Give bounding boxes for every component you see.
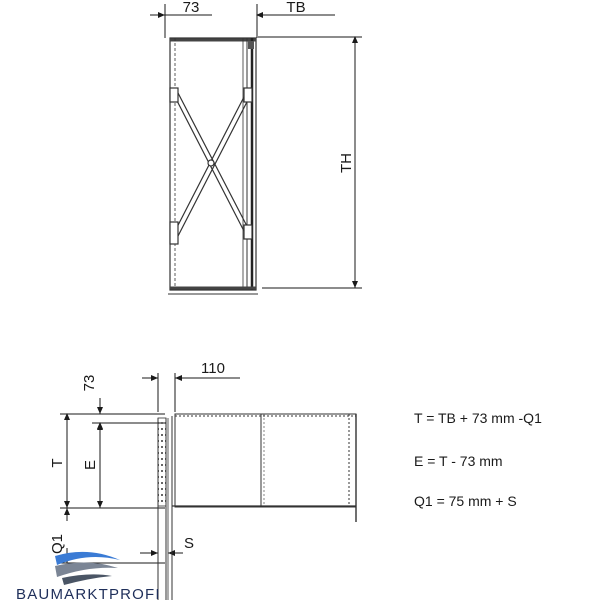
dimension-110: [142, 373, 240, 412]
dimension-label-th: TH: [338, 153, 355, 173]
dimension-label-73-vertical: 73: [81, 374, 98, 392]
scissor-mechanism: [170, 88, 252, 244]
cabinet-body: [168, 38, 258, 294]
dimension-label-110: 110: [201, 360, 225, 377]
dimension-label-e: E: [82, 459, 99, 471]
dimension-label-tb: TB: [286, 0, 306, 16]
baumarktprofi-logo: [16, 552, 161, 600]
formula-q1: Q1 = 75 mm + S: [414, 493, 517, 509]
section-body: [158, 414, 356, 600]
dimension-label-t: T: [49, 458, 66, 468]
dimension-label-73: 73: [182, 0, 200, 16]
formula-t: T = TB + 73 mm -Q1: [414, 410, 542, 426]
dimension-label-s: S: [183, 535, 195, 552]
dimension-73-top: [150, 4, 212, 38]
cabinet-front-view: [150, 0, 362, 294]
logo-text: BAUMARKTPROFI: [16, 586, 161, 600]
dimension-label-q1: Q1: [49, 533, 66, 555]
formula-e: E = T - 73 mm: [414, 453, 503, 469]
dimension-73-vertical: [60, 398, 165, 438]
dimension-t: [60, 414, 165, 508]
